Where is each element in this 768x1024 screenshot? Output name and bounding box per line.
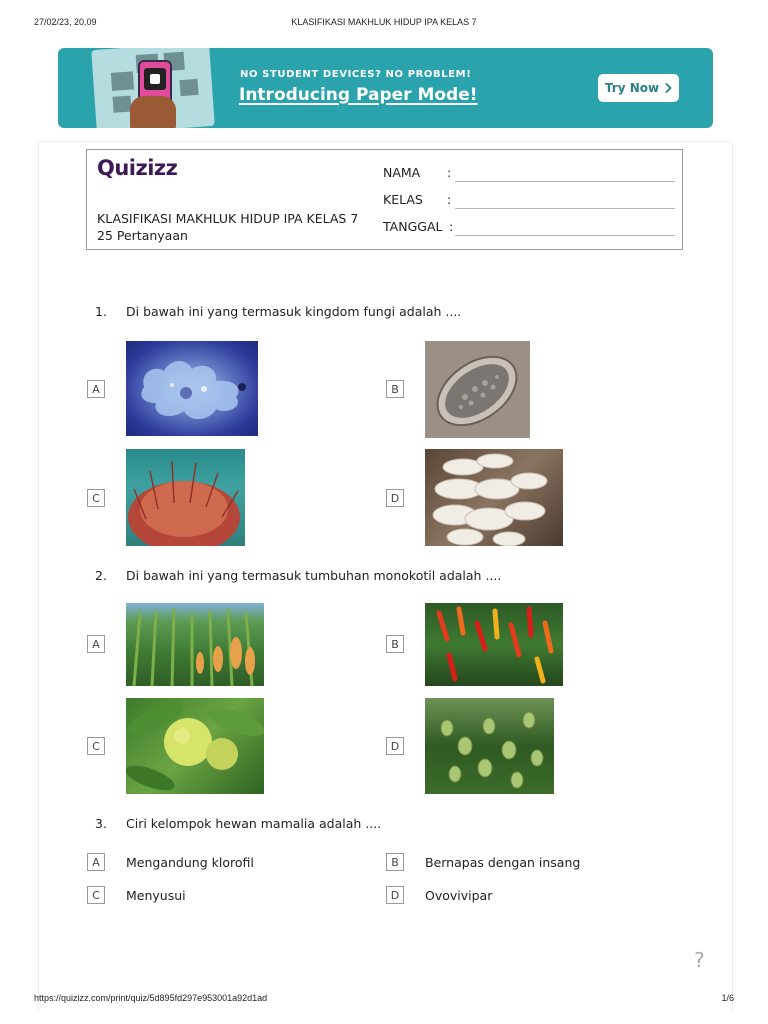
option-letter: A <box>87 380 105 398</box>
field-tanggal <box>383 219 675 237</box>
option-letter: B <box>386 380 404 398</box>
amoeba-photo <box>126 341 258 436</box>
print-date: 27/02/23, 20.09 <box>34 17 97 27</box>
field-colon: : <box>447 192 452 207</box>
try-now-button[interactable] <box>598 74 679 102</box>
question-text: Ciri kelompok hewan mamalia adalah .... <box>126 816 382 831</box>
question-number: 3. <box>95 816 107 831</box>
option-text: Bernapas dengan insang <box>425 855 581 870</box>
print-header <box>34 17 734 29</box>
option-text: Menyusui <box>126 888 186 903</box>
chevron-right-icon <box>665 83 672 93</box>
question-text: Di bawah ini yang termasuk tumbuhan monokotil adalah .... <box>126 568 502 583</box>
option-letter: A <box>87 853 105 871</box>
option-letter: B <box>386 853 404 871</box>
oyster-mushroom-photo <box>425 449 563 546</box>
field-line <box>455 235 675 236</box>
option-letter: C <box>87 737 105 755</box>
mango-tree-photo <box>425 698 554 794</box>
question-count: 25 Pertanyaan <box>97 228 188 243</box>
help-icon[interactable]: ? <box>694 948 705 972</box>
question-text: Di bawah ini yang termasuk kingdom fungi adalah .... <box>126 304 462 319</box>
corn-plants-photo <box>126 603 264 686</box>
question-number: 1. <box>95 304 107 319</box>
banner-headline: Introducing Paper Mode! <box>239 85 478 105</box>
print-url: https://quizizz.com/print/quiz/5d895fd297e953001a92d1ad <box>34 993 268 1003</box>
quizizz-logo: Quizizz <box>97 156 178 180</box>
print-footer <box>34 993 734 1005</box>
banner-kicker: NO STUDENT DEVICES? NO PROBLEM! <box>240 69 472 80</box>
option-letter: D <box>386 489 404 507</box>
paramecium-photo <box>425 341 530 438</box>
question-number: 2. <box>95 568 107 583</box>
red-algae-photo <box>126 449 245 546</box>
page-number: 1/6 <box>721 993 734 1003</box>
field-line <box>455 181 675 182</box>
field-label: NAMA <box>383 165 421 180</box>
option-letter: C <box>87 489 105 507</box>
field-colon: : <box>449 219 454 234</box>
hand-icon <box>130 96 176 128</box>
field-label: TANGGAL <box>383 219 443 234</box>
quiz-title: KLASIFIKASI MAKHLUK HIDUP IPA KELAS 7 <box>97 211 359 226</box>
field-kelas <box>383 192 675 210</box>
chili-plant-photo <box>425 603 563 686</box>
option-letter: D <box>386 737 404 755</box>
option-text: Mengandung klorofil <box>126 855 254 870</box>
field-colon: : <box>447 165 452 180</box>
field-nama <box>383 165 675 183</box>
option-letter: C <box>87 886 105 904</box>
paper-mode-banner[interactable] <box>58 48 713 128</box>
guava-fruit-photo <box>126 698 264 794</box>
worksheet-header <box>86 149 683 250</box>
option-letter: A <box>87 635 105 653</box>
option-text: Ovovivipar <box>425 888 493 903</box>
option-letter: D <box>386 886 404 904</box>
try-now-label: Try Now <box>604 81 660 95</box>
print-title: KLASIFIKASI MAKHLUK HIDUP IPA KELAS 7 <box>291 17 477 27</box>
option-letter: B <box>386 635 404 653</box>
field-line <box>455 208 675 209</box>
field-label: KELAS <box>383 192 423 207</box>
